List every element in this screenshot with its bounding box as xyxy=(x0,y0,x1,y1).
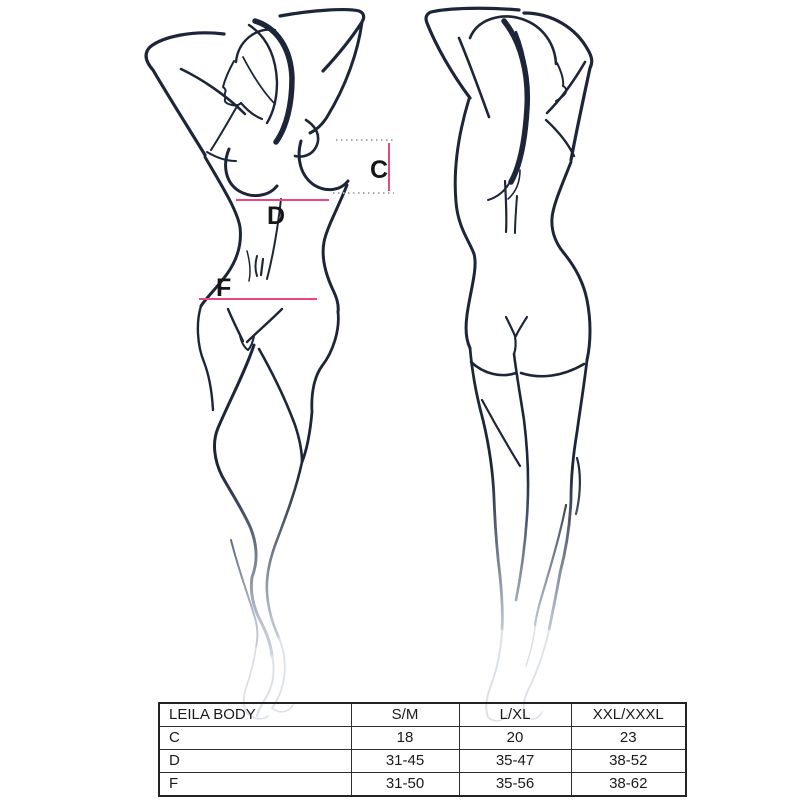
back-figure xyxy=(426,8,592,721)
table-row-c xyxy=(159,727,686,750)
cell-value: 23 xyxy=(571,727,686,750)
size-col-xxlxxxl: XXL/XXXL xyxy=(571,703,686,727)
row-label: C xyxy=(159,727,351,750)
row-label: F xyxy=(159,773,351,797)
cell-value: 20 xyxy=(459,727,571,750)
d-measure-label: D xyxy=(267,202,286,230)
measurement-marks xyxy=(199,140,394,302)
cell-value: 31-45 xyxy=(351,750,459,773)
size-col-lxl: L/XL xyxy=(459,703,571,727)
size-table-header-row xyxy=(159,703,686,727)
cell-value: 38-52 xyxy=(571,750,686,773)
cell-value: 31-50 xyxy=(351,773,459,797)
f-measure-label: F xyxy=(216,274,232,302)
front-figure xyxy=(146,10,364,719)
cell-value: 35-56 xyxy=(459,773,571,797)
c-measure-label: C xyxy=(370,156,389,184)
cell-value: 35-47 xyxy=(459,750,571,773)
table-row-d xyxy=(159,750,686,773)
back-figure-legs xyxy=(470,348,587,630)
size-col-sm: S/M xyxy=(351,703,459,727)
table-row-f xyxy=(159,773,686,797)
cell-value: 38-62 xyxy=(571,773,686,797)
front-figure-arms-head xyxy=(146,10,364,161)
size-table xyxy=(158,702,687,797)
row-label: D xyxy=(159,750,351,773)
product-name-cell: LEILA BODY xyxy=(159,703,351,727)
cell-value: 18 xyxy=(351,727,459,750)
front-figure-legs xyxy=(198,306,338,656)
